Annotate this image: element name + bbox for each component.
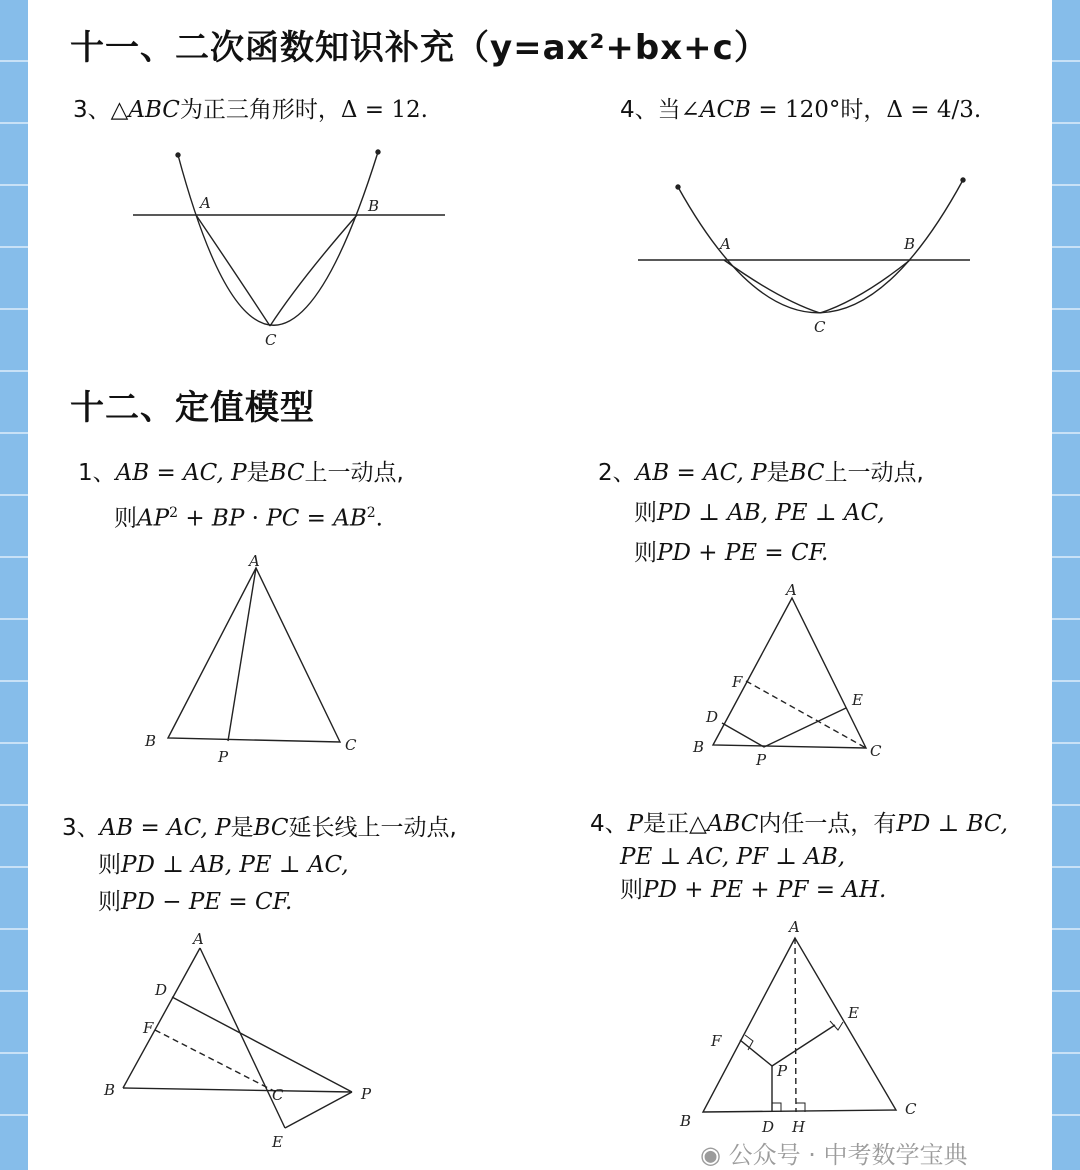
label-b: B [904, 235, 916, 253]
text-segment: + [690, 540, 725, 566]
text-segment: AB, PE [191, 852, 272, 878]
text-segment: . [375, 505, 383, 532]
label-h: H [792, 1118, 806, 1136]
text-segment: BC [269, 460, 305, 486]
text-segment: ABC [128, 97, 180, 123]
text-segment: AB, [804, 844, 846, 870]
text-segment: ACB [699, 97, 752, 123]
label-c: C [345, 736, 357, 754]
wechat-icon: ◉ [700, 1141, 729, 1169]
text-segment: 则 [634, 540, 657, 566]
text-segment: AB [115, 460, 150, 486]
text-segment: 2 [169, 505, 179, 521]
section-title-quadratic: 十一、二次函数知识补充（y=ax²+bx+c） [70, 28, 769, 68]
text-segment: 则 [634, 500, 657, 526]
text-segment: 则 [620, 877, 643, 903]
text-segment: PD [643, 877, 677, 903]
text-segment: AH. [842, 877, 887, 903]
text-segment: AC, P [183, 460, 247, 486]
text-segment: PD [657, 500, 691, 526]
label-p: P [361, 1085, 372, 1103]
text-segment: AB, PE [727, 500, 808, 526]
label-p: P [218, 748, 229, 766]
text-segment: PF [777, 877, 809, 903]
text-segment: AC, PF [688, 844, 768, 870]
text-segment: 2 [366, 505, 376, 521]
label-b: B [680, 1112, 692, 1130]
diagram-model-3 [103, 930, 372, 1151]
label-e: E [852, 691, 863, 709]
label-c: C [272, 1086, 284, 1104]
label-c: C [265, 331, 277, 349]
text-segment: = [669, 460, 704, 486]
label-f: F [732, 673, 743, 691]
label-b: B [145, 732, 157, 750]
text-segment: △ [110, 97, 129, 123]
label-e: E [848, 1004, 859, 1022]
text-segment: · [244, 505, 267, 532]
text-segment: 是 [766, 460, 790, 486]
label-c: C [905, 1100, 917, 1118]
watermark [700, 1141, 967, 1169]
text-segment: △ [689, 811, 707, 837]
text-segment: = [757, 540, 791, 566]
label-c: C [870, 742, 882, 760]
label-a: A [200, 194, 211, 212]
text-segment: BP [211, 505, 245, 532]
label-p: P [777, 1062, 788, 1080]
text-segment: = [133, 815, 168, 841]
text-segment: 4、 [590, 811, 628, 837]
text-segment: ⊥ [690, 500, 728, 526]
text-segment: PE [710, 877, 744, 903]
text-segment: ⊥ [767, 844, 805, 870]
text-segment: 1、 [78, 460, 116, 486]
text-segment: 2、 [598, 460, 636, 486]
text-segment: AP [137, 505, 170, 532]
text-segment: AB [635, 460, 670, 486]
section-title-fixed-value: 十二、定值模型 [70, 388, 315, 428]
text-segment: 4、当 [620, 97, 681, 123]
diagram-model-4 [679, 918, 917, 1136]
label-a: A [193, 930, 204, 948]
watermark-text: 公众号 · 中考数学宝典 [728, 1141, 968, 1169]
text-segment: ⊥ [652, 844, 689, 870]
diagram-model-1 [144, 552, 357, 766]
text-segment: PE [620, 844, 653, 870]
text-segment: + [743, 877, 777, 903]
text-segment: = [221, 889, 255, 915]
label-a: A [789, 918, 800, 936]
text-segment: BC [253, 815, 289, 841]
text-segment: CF. [255, 889, 293, 915]
label-p: P [756, 751, 767, 769]
text-segment: 上一动点, [304, 460, 404, 486]
text-segment: Δ = 4/3. [886, 97, 982, 123]
text-segment: 3、 [62, 815, 100, 841]
text-segment: ABC [706, 811, 759, 837]
text-segment: 是 [246, 460, 270, 486]
text-segment: PD [121, 889, 155, 915]
text-segment: + [676, 877, 711, 903]
label-b: B [104, 1081, 116, 1099]
label-f: F [143, 1019, 154, 1037]
text-segment: PE [188, 889, 222, 915]
text-segment: AC, [843, 500, 885, 526]
label-a: A [786, 581, 797, 599]
label-d: D [762, 1118, 775, 1136]
text-segment: PE [724, 540, 758, 566]
text-segment: P [627, 811, 644, 837]
label-d: D [706, 708, 719, 726]
text-segment: 是正 [643, 811, 690, 837]
text-segment: = [808, 877, 843, 903]
text-segment: 为正三角形时， [179, 97, 341, 123]
text-segment: AC, P [703, 460, 767, 486]
text-segment: = [149, 460, 184, 486]
label-a: A [249, 552, 260, 570]
text-segment: Δ = 12. [340, 97, 428, 123]
text-segment: BC [789, 460, 825, 486]
text-segment: PC [266, 505, 300, 532]
text-segment: ∠ [680, 97, 700, 123]
text-segment: 上一动点, [824, 460, 924, 486]
text-segment: + [178, 505, 212, 532]
text-segment: AB [99, 815, 134, 841]
text-segment: AC, P [167, 815, 231, 841]
text-segment: 延长线上一动点, [288, 815, 457, 841]
text-segment: AB [333, 505, 367, 532]
text-segment: CF. [791, 540, 829, 566]
label-d: D [155, 981, 168, 999]
text-segment: ⊥ [271, 852, 308, 878]
text-segment: ⊥ [807, 500, 844, 526]
diagram-model-2 [692, 581, 882, 769]
text-segment: 则 [98, 852, 121, 878]
label-a: A [720, 235, 731, 253]
label-e: E [272, 1133, 283, 1151]
text-segment: = [299, 505, 334, 532]
text-segment: 是 [230, 815, 254, 841]
label-c: C [814, 318, 826, 336]
text-segment: ⊥ [154, 852, 192, 878]
text-segment: 内任一点，有 [758, 811, 897, 837]
text-segment: BC, [966, 811, 1008, 837]
text-segment: − [154, 889, 189, 915]
text-segment: 时， [840, 97, 887, 123]
text-segment: 则 [98, 889, 121, 915]
label-b: B [368, 197, 380, 215]
text-segment: 3、 [73, 97, 111, 123]
diagram-120-parabola [638, 178, 970, 336]
text-segment: = 120° [751, 97, 841, 123]
text-segment: ⊥ [930, 811, 967, 837]
text-segment: PD [896, 811, 931, 837]
label-f: F [711, 1032, 722, 1050]
text-segment: PD [121, 852, 155, 878]
text-segment: AC, [307, 852, 349, 878]
diagram-equilateral-parabola [133, 150, 445, 349]
text-segment: PD [657, 540, 691, 566]
text-segment: 则 [114, 505, 137, 532]
label-b: B [693, 738, 705, 756]
